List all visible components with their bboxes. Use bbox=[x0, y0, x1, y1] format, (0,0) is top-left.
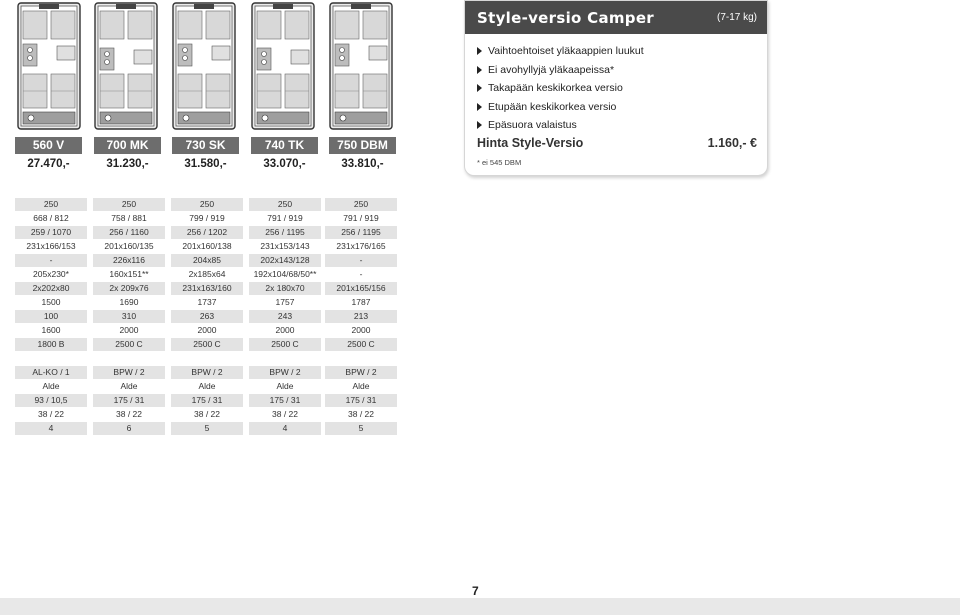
table-cell: 2000 bbox=[93, 324, 165, 337]
table-row bbox=[15, 366, 397, 380]
table-cell: 2500 C bbox=[93, 338, 165, 351]
table-cell: Alde bbox=[325, 380, 397, 393]
table-cell: 160x151** bbox=[93, 268, 165, 281]
table-cell: 205x230* bbox=[15, 268, 87, 281]
table-row bbox=[15, 324, 397, 338]
table-cell: - bbox=[325, 268, 397, 281]
table-cell: 2x 180x70 bbox=[249, 282, 321, 295]
table-cell: 226x116 bbox=[93, 254, 165, 267]
feature-list bbox=[465, 34, 767, 135]
model-750dbm bbox=[329, 137, 396, 174]
table-cell: Alde bbox=[93, 380, 165, 393]
table-cell: Alde bbox=[15, 380, 87, 393]
table-cell: 2500 C bbox=[249, 338, 321, 351]
spec-table-chassis bbox=[15, 366, 397, 436]
table-cell: 1737 bbox=[171, 296, 243, 309]
model-name: 750 DBM bbox=[329, 137, 396, 154]
table-cell: 100 bbox=[15, 310, 87, 323]
model-name: 740 TK bbox=[251, 137, 318, 154]
feature-item bbox=[477, 98, 767, 117]
table-row bbox=[15, 310, 397, 324]
table-cell: 250 bbox=[171, 198, 243, 211]
feature-item bbox=[477, 116, 767, 135]
table-cell: 1787 bbox=[325, 296, 397, 309]
feature-label: Ei avohyllyjä yläkaapeissa* bbox=[488, 63, 615, 76]
table-cell: 2x185x64 bbox=[171, 268, 243, 281]
table-cell: 231x176/165 bbox=[325, 240, 397, 253]
model-name: 700 MK bbox=[94, 137, 161, 154]
model-730sk bbox=[172, 137, 239, 174]
feature-label: Etupään keskikorkea versio bbox=[488, 100, 617, 113]
table-cell: 256 / 1160 bbox=[93, 226, 165, 239]
model-740tk bbox=[251, 137, 318, 174]
table-cell: 1757 bbox=[249, 296, 321, 309]
table-cell: - bbox=[325, 254, 397, 267]
arrow-right-icon bbox=[477, 121, 482, 129]
floorplan-730sk-icon bbox=[172, 2, 236, 130]
table-cell: 250 bbox=[93, 198, 165, 211]
table-row bbox=[15, 296, 397, 310]
model-price: 27.470,- bbox=[27, 158, 70, 170]
table-cell: 5 bbox=[171, 422, 243, 435]
footer-band bbox=[0, 598, 960, 615]
style-price-value: 1.160,- € bbox=[707, 136, 757, 150]
table-cell: BPW / 2 bbox=[325, 366, 397, 379]
table-cell: 38 / 22 bbox=[93, 408, 165, 421]
table-cell: 259 / 1070 bbox=[15, 226, 87, 239]
table-row bbox=[15, 212, 397, 226]
table-row bbox=[15, 282, 397, 296]
table-cell: 799 / 919 bbox=[171, 212, 243, 225]
table-cell: 38 / 22 bbox=[249, 408, 321, 421]
style-footnote: * ei 545 DBM bbox=[477, 158, 522, 167]
table-cell: 758 / 881 bbox=[93, 212, 165, 225]
table-cell: 201x160/135 bbox=[93, 240, 165, 253]
floorplan-750dbm-icon bbox=[329, 2, 393, 130]
model-700mk bbox=[94, 137, 161, 174]
table-cell: 204x85 bbox=[171, 254, 243, 267]
table-cell: Alde bbox=[171, 380, 243, 393]
feature-item bbox=[477, 42, 767, 61]
floorplans bbox=[0, 0, 460, 135]
table-row bbox=[15, 240, 397, 254]
table-cell: 2500 C bbox=[171, 338, 243, 351]
table-cell: 256 / 1202 bbox=[171, 226, 243, 239]
model-name: 560 V bbox=[15, 137, 82, 154]
table-cell: Alde bbox=[249, 380, 321, 393]
floorplan-740tk-icon bbox=[251, 2, 315, 130]
table-cell: 4 bbox=[249, 422, 321, 435]
table-row bbox=[15, 254, 397, 268]
table-cell: BPW / 2 bbox=[171, 366, 243, 379]
table-row bbox=[15, 394, 397, 408]
model-price: 33.070,- bbox=[263, 158, 306, 170]
table-cell: 4 bbox=[15, 422, 87, 435]
model-price: 31.580,- bbox=[184, 158, 227, 170]
arrow-right-icon bbox=[477, 84, 482, 92]
table-cell: 2x 209x76 bbox=[93, 282, 165, 295]
table-cell: 38 / 22 bbox=[15, 408, 87, 421]
table-row bbox=[15, 198, 397, 212]
table-cell: 231x153/143 bbox=[249, 240, 321, 253]
table-cell: 202x143/128 bbox=[249, 254, 321, 267]
table-cell: 1690 bbox=[93, 296, 165, 309]
style-versio-title: Style-versio Camper bbox=[477, 8, 655, 27]
table-row bbox=[15, 338, 397, 352]
style-versio-header bbox=[465, 1, 767, 34]
table-cell: AL-KO / 1 bbox=[15, 366, 87, 379]
table-cell: 791 / 919 bbox=[325, 212, 397, 225]
table-cell: BPW / 2 bbox=[93, 366, 165, 379]
feature-label: Vaihtoehtoiset yläkaappien luukut bbox=[488, 45, 644, 57]
table-cell: 38 / 22 bbox=[325, 408, 397, 421]
style-price-line bbox=[477, 136, 757, 150]
table-cell: 38 / 22 bbox=[171, 408, 243, 421]
table-row bbox=[15, 226, 397, 240]
table-cell: 256 / 1195 bbox=[325, 226, 397, 239]
table-cell: 192x104/68/50** bbox=[249, 268, 321, 281]
table-cell: 2500 C bbox=[325, 338, 397, 351]
table-cell: 1800 B bbox=[15, 338, 87, 351]
table-cell: 175 / 31 bbox=[171, 394, 243, 407]
table-cell: 2000 bbox=[325, 324, 397, 337]
table-row bbox=[15, 380, 397, 394]
table-cell: 668 / 812 bbox=[15, 212, 87, 225]
table-cell: 6 bbox=[93, 422, 165, 435]
table-row bbox=[15, 422, 397, 436]
table-cell: 250 bbox=[15, 198, 87, 211]
table-cell: 250 bbox=[249, 198, 321, 211]
style-versio-panel bbox=[464, 0, 768, 176]
model-price: 31.230,- bbox=[106, 158, 149, 170]
model-560v bbox=[15, 137, 82, 174]
table-cell: 175 / 31 bbox=[325, 394, 397, 407]
table-cell: 263 bbox=[171, 310, 243, 323]
table-cell: 201x160/138 bbox=[171, 240, 243, 253]
table-cell: 791 / 919 bbox=[249, 212, 321, 225]
table-cell: 2000 bbox=[171, 324, 243, 337]
feature-item bbox=[477, 61, 767, 80]
model-price: 33.810,- bbox=[341, 158, 384, 170]
table-row bbox=[15, 408, 397, 422]
table-cell: 310 bbox=[93, 310, 165, 323]
table-cell: 2000 bbox=[249, 324, 321, 337]
table-cell: 256 / 1195 bbox=[249, 226, 321, 239]
floorplan-700mk-icon bbox=[94, 2, 158, 130]
table-cell: 5 bbox=[325, 422, 397, 435]
feature-label: Takapään keskikorkea versio bbox=[488, 82, 623, 94]
table-cell: 175 / 31 bbox=[93, 394, 165, 407]
table-cell: 1600 bbox=[15, 324, 87, 337]
spec-table-dimensions bbox=[15, 198, 397, 352]
page-number: 7 bbox=[472, 584, 479, 598]
table-cell: 201x165/156 bbox=[325, 282, 397, 295]
floorplan-560v-icon bbox=[17, 2, 81, 130]
table-row bbox=[15, 268, 397, 282]
style-versio-weight: (7-17 kg) bbox=[716, 12, 757, 23]
arrow-right-icon bbox=[477, 103, 482, 111]
arrow-right-icon bbox=[477, 47, 482, 55]
table-cell: 1500 bbox=[15, 296, 87, 309]
table-cell: 213 bbox=[325, 310, 397, 323]
table-cell: 231x166/153 bbox=[15, 240, 87, 253]
table-cell: 2x202x80 bbox=[15, 282, 87, 295]
table-cell: 243 bbox=[249, 310, 321, 323]
table-cell: 231x163/160 bbox=[171, 282, 243, 295]
table-cell: BPW / 2 bbox=[249, 366, 321, 379]
arrow-right-icon bbox=[477, 66, 482, 74]
model-name: 730 SK bbox=[172, 137, 239, 154]
style-price-label: Hinta Style-Versio bbox=[477, 136, 584, 150]
table-cell: 250 bbox=[325, 198, 397, 211]
feature-label: Epäsuora valaistus bbox=[488, 119, 577, 131]
table-cell: 175 / 31 bbox=[249, 394, 321, 407]
table-cell: 93 / 10,5 bbox=[15, 394, 87, 407]
feature-item bbox=[477, 79, 767, 98]
table-cell: - bbox=[15, 254, 87, 267]
